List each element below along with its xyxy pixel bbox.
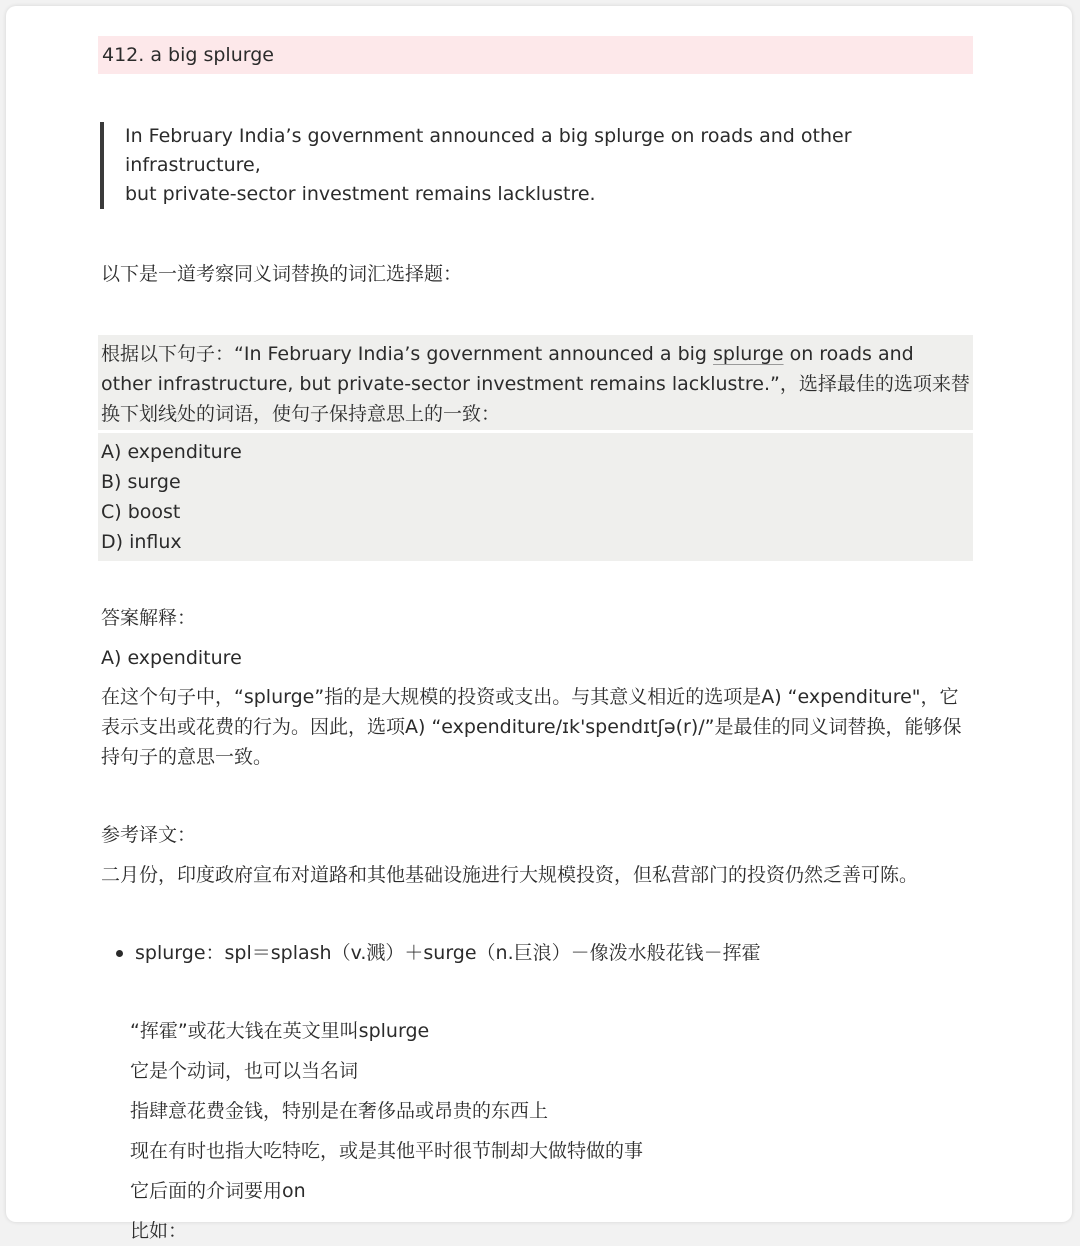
translation-heading: 参考译文： <box>101 824 197 846</box>
question-underlined-word: splurge <box>713 343 784 365</box>
bullet-icon <box>116 950 123 957</box>
options-block <box>98 433 973 561</box>
option-d: D) influx <box>101 531 182 553</box>
answer-choice: A) expenditure <box>101 647 242 669</box>
answer-explanation: 在这个句子中，“splurge”指的是大规模的投资或支出。与其意义相近的选项是A) “expenditure"，它表示支出或花费的行为。因此，选项A) “expenditure/ɪk'spendɪtʃə(r)/”是最佳的同义词替换，能够保持句子的意思一致。 <box>101 686 962 768</box>
intro-text: 以下是一道考察同义词替换的词汇选择题： <box>101 263 463 285</box>
question-text-before: 根据以下句子：“In February India’s government announced a big <box>101 343 714 365</box>
document-card <box>6 6 1072 1242</box>
list-item <box>98 938 973 968</box>
question-block <box>98 335 973 430</box>
answer-heading: 答案解释： <box>101 607 197 629</box>
note-line-6: 比如： <box>130 1220 188 1242</box>
option-c: C) boost <box>101 501 181 523</box>
blockquote <box>100 122 973 209</box>
quote-line-1: In February India’s government announced a big splurge on roads and other infrastructure, <box>125 125 852 176</box>
note-line-3: 指肆意花费金钱，特别是在奢侈品或昂贵的东西上 <box>130 1100 549 1122</box>
translation-text: 二月份，印度政府宣布对道路和其他基础设施进行大规模投资，但私营部门的投资仍然乏善可陈。 <box>101 864 919 886</box>
note-line-5: 它后面的介词要用on <box>130 1180 306 1202</box>
option-b: B) surge <box>101 471 181 493</box>
option-a: A) expenditure <box>101 441 242 463</box>
page-title: 412. a big splurge <box>98 36 973 74</box>
note-line-1: “挥霍”或花大钱在英文里叫splurge <box>130 1020 430 1042</box>
document-content <box>98 36 973 1246</box>
question-text-after: on roads and other infrastructure, but private-sector investment remains lacklustre.”，选择最佳的选项来替换下划线处的词语，使句子保持意思上的一致： <box>101 343 970 425</box>
bullet-text: splurge：spl＝splash（v.溅）＋surge（n.巨浪）－像泼水般花钱－挥霍 <box>135 942 761 964</box>
quote-line-2: but private-sector investment remains lacklustre. <box>125 183 596 205</box>
note-line-4: 现在有时也指大吃特吃，或是其他平时很节制却大做特做的事 <box>130 1140 644 1162</box>
note-line-2: 它是个动词，也可以当名词 <box>130 1060 359 1082</box>
